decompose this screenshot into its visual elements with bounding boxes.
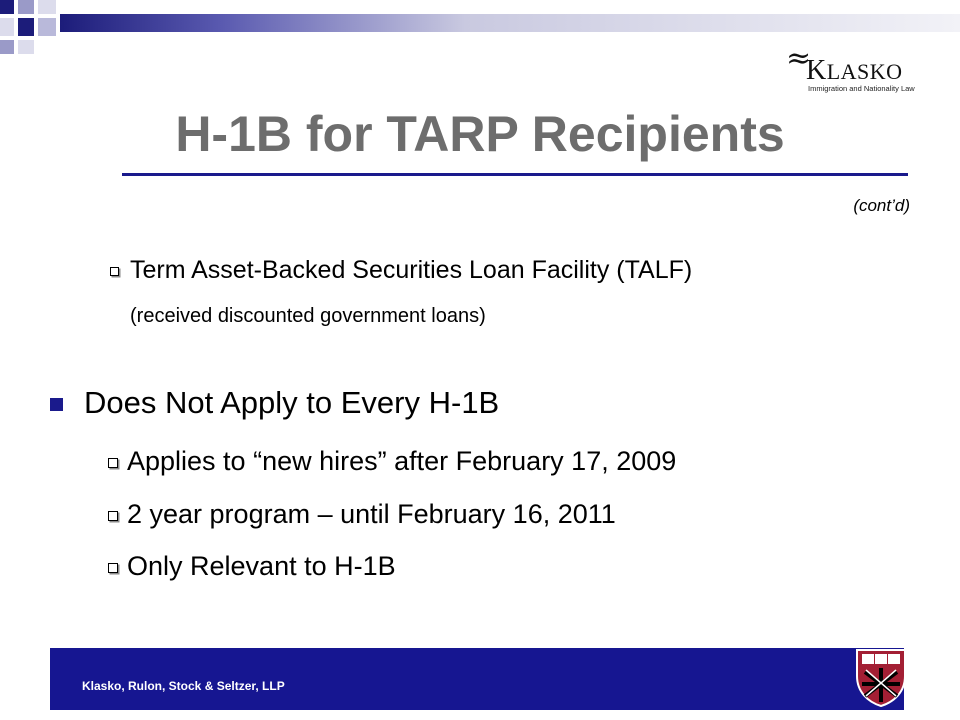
- corner-square: [18, 40, 34, 54]
- hollow-square-bullet-icon: [108, 458, 118, 468]
- main-bullet: Does Not Apply to Every H-1B: [84, 385, 500, 420]
- top-gradient-bar: [60, 14, 960, 32]
- talf-line: Term Asset-Backed Securities Loan Facility (TALF): [130, 256, 693, 284]
- continued-label: (cont’d): [853, 196, 910, 215]
- hollow-square-bullet-icon: [110, 267, 119, 276]
- corner-square: [0, 40, 14, 54]
- klasko-logo: [786, 41, 936, 104]
- corner-square: [38, 0, 56, 14]
- slide-title: H-1B for TARP Recipients: [175, 106, 785, 162]
- talf-note: (received discounted government loans): [130, 305, 486, 327]
- wave-icon: ≈: [786, 41, 808, 76]
- footer-firm-name: Klasko, Rulon, Stock & Seltzer, LLP: [82, 679, 285, 693]
- corner-square: [18, 0, 34, 14]
- hollow-square-bullet-icon: [108, 563, 118, 573]
- corner-square: [0, 0, 14, 14]
- sub-bullet: Applies to “new hires” after February 17, 2009: [127, 446, 677, 476]
- shield-icon: [854, 646, 908, 708]
- corner-square: [18, 18, 34, 36]
- footer-bar: [50, 648, 904, 710]
- sub-bullet: Only Relevant to H-1B: [127, 551, 396, 581]
- filled-square-bullet-icon: [50, 398, 63, 411]
- corner-square: [38, 18, 56, 36]
- sub-bullet: 2 year program – until February 16, 2011: [127, 499, 616, 529]
- hollow-square-bullet-icon: [108, 511, 118, 521]
- title-rule: [122, 173, 908, 176]
- logo-name: KLASKO: [806, 55, 903, 86]
- corner-square: [0, 18, 14, 36]
- logo-tagline: Immigration and Nationality Law: [808, 84, 915, 93]
